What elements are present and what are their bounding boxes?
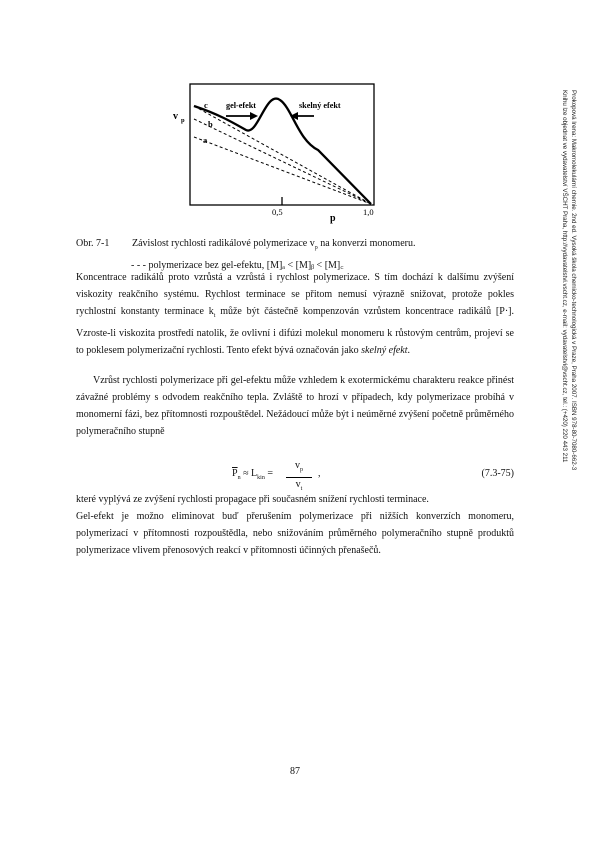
denominator-symbol: v [295, 479, 301, 490]
axis-y-label: v [173, 111, 178, 122]
paragraph-text: . [407, 345, 410, 356]
caption-title: Závislost rychlosti radikálové polymerizace v [132, 238, 315, 249]
axis-y-label-sub: p [181, 117, 185, 124]
denominator-sub: t [300, 486, 303, 492]
gel-effect-label: gel-efekt [226, 101, 257, 110]
side-note-line-1: Prokopová Irena: Makromolekulární chemie. 2nd ed. Vysoká škola chemicko-technologická v Praze, Praha 2007. ISBN 978-80-7080-662-3 [570, 90, 577, 471]
axis-x-label: p [330, 213, 336, 224]
caption-title-end: na konverzi monomeru. [317, 238, 416, 249]
curve-label-b: b [208, 119, 213, 129]
publisher-side-note [542, 90, 578, 610]
fraction-denominator [296, 479, 303, 490]
curve-label-a: a [203, 135, 208, 145]
curve-b [194, 119, 371, 204]
symbol-sub-kin: kin [257, 475, 265, 481]
paragraph-text: Koncentrace radikálů proto vzrůstá a vzrůstá i rychlost polymerizace. S tím dochází k dalšímu zvýšení viskozity reakčního systému. Rychlost terminace se přitom nemusí výrazně snižovat, protože pokles rychlostní konstanty terminace k [76, 272, 514, 317]
equation-7-3-75 [76, 458, 514, 492]
kinetic-curve-plot [168, 84, 398, 230]
paragraph-elimination [76, 491, 514, 559]
tick-label-end: 1,0 [363, 207, 374, 217]
paragraph-sub: t [213, 313, 216, 319]
paragraph-text: může být částečně kompenzován vzrůstem koncentrace radikálů [P·]. Vzroste-li viskozita prostředí natolik, že ovlivní i difúzi molekul monomeru k růstovým centrům, projeví se to poklesem polymerizační rychlosti. Tento efekt bývá označován jako [76, 306, 514, 356]
curve-a [194, 137, 371, 204]
equals-sign: = [264, 468, 273, 479]
paragraph-radical-concentration [76, 269, 514, 359]
curve-label-c: c [204, 100, 208, 110]
caption-line-1 [76, 235, 415, 257]
fraction-numerator [286, 459, 312, 478]
numerator-sub: p [300, 467, 303, 473]
numerator-symbol: v [295, 460, 300, 471]
paragraph-text: Vzrůst rychlosti polymerizace při gel-efektu může vzhledem k exotermickému charakteru reakce přinést závažné problémy s odvodem reakčního tepla. Zvláště to hrozí v případech, kdy polymerizace probíhá v monomerní fázi, bez přítomnosti rozpouštědel. Nežádoucí může být i neúměrné zvýšení početně průměrného polymeračního stupně [76, 375, 514, 437]
paragraph-text: které vyplývá ze zvýšení rychlosti propagace při současném snížení rychlosti terminace. [76, 494, 429, 505]
curve-c-gel-effect [194, 99, 371, 204]
figure-7-1 [168, 84, 398, 230]
tick-label-mid: 0,5 [272, 207, 283, 217]
curve-c-baseline [194, 106, 371, 204]
paragraph-text: Gel-efekt je možno eliminovat buď přerušením polymerizace při nižších konverzích monomeru, polymerizací v přítomnosti rozpouštědla, nebo snižováním průměrného polymeračního stupně produktů polymerizace vlivem přenosových reakcí v přítomnosti účinných přenašečů. [76, 511, 514, 556]
caption-title-sub: p [314, 245, 318, 251]
equation-number: (7.3-75) [481, 468, 514, 479]
degree-of-polymerization-symbol: $\overline{P}$ [232, 468, 238, 479]
caption-line-2: - - - polymerizace bez gel-efektu, [M]ₐ < [M]ᵦ < [M]꜀ [131, 260, 344, 271]
equation-comma: , [318, 468, 321, 479]
page-number: 87 [290, 766, 300, 777]
equation-lhs [232, 468, 273, 481]
symbol-sub-n: n [237, 475, 241, 481]
emphasis-glass-effect: skelný efekt [361, 345, 408, 356]
glass-effect-label: skelný efekt [299, 101, 341, 110]
caption-label: Obr. 7-1 [76, 238, 110, 249]
approx-l: ≈ L [240, 468, 258, 479]
paragraph-gel-effect-risks [76, 372, 514, 440]
gel-effect-arrowhead [250, 112, 258, 120]
side-note-line-2: Knihu lze objednat ve vydavatelství VŠCHT Praha, http://vydavatelstvi.vscht.cz, e-mail: vydavatelstvi@vscht.cz, tel.: (+420) 220 443 211 [561, 90, 568, 463]
